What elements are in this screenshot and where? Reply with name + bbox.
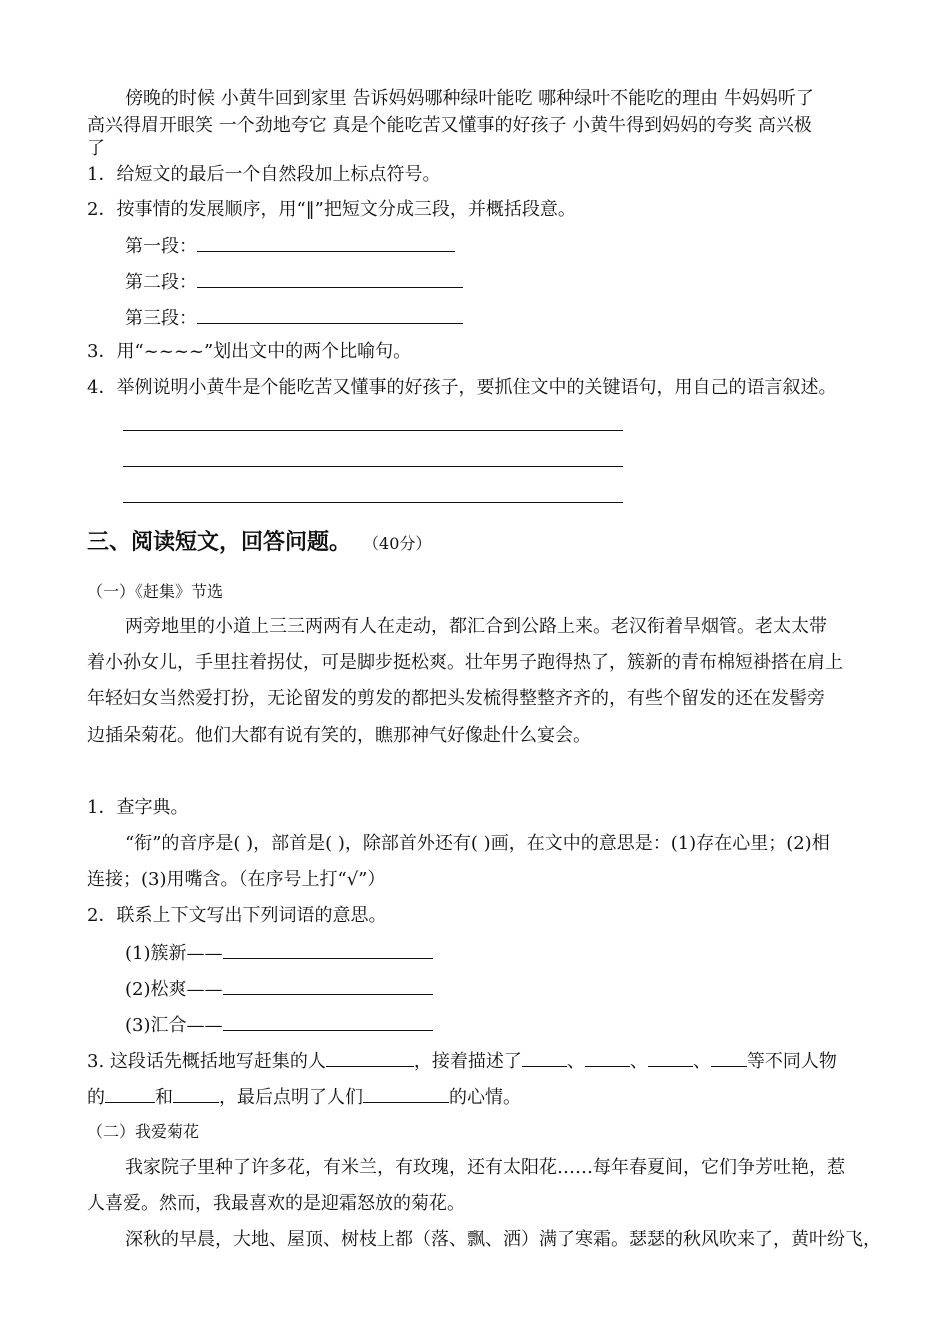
passage-1-question-2: 2．联系上下文写出下列词语的意思。: [87, 905, 387, 926]
q3-blank-7[interactable]: [173, 1085, 219, 1103]
story-final-paragraph-line-1: 傍晚的时候 小黄牛回到家里 告诉妈妈哪种绿叶能吃 哪种绿叶不能吃的理由 牛妈妈听了: [125, 88, 814, 109]
q3-sep-1: 、: [566, 1051, 585, 1072]
segment-3-label: 第三段：: [125, 308, 197, 329]
word-meaning-blank-3[interactable]: [223, 1013, 433, 1031]
answer-line-3[interactable]: [123, 502, 623, 503]
section-3-title: 三、阅读短文，回答问题。: [87, 530, 352, 555]
q3-text-c: 等不同人物: [746, 1051, 837, 1072]
q3-blank-6[interactable]: [105, 1085, 155, 1103]
segment-3-blank[interactable]: [197, 306, 463, 324]
segment-2-blank[interactable]: [197, 270, 463, 288]
q3-text-e: 和: [155, 1087, 173, 1108]
q3-sep-3: 、: [692, 1051, 711, 1072]
passage-1-question-3-line-2: [87, 1085, 521, 1109]
passage-1-line-4: 边插朵菊花。他们大都有说有笑的，瞧那神气好像赴什么宴会。: [87, 725, 591, 746]
word-meaning-row-1: [125, 941, 433, 965]
passage-2-heading: （二）我爱菊花: [87, 1122, 200, 1141]
passage-1-question-3-line-1: [87, 1049, 837, 1073]
word-meaning-row-3: [125, 1013, 433, 1037]
passage-2-line-2: 人喜爱。然而，我最喜欢的是迎霜怒放的菊花。: [87, 1193, 465, 1214]
passage-1-heading: （一）《赶集》节选: [87, 582, 224, 601]
word-meaning-label-1: (1)簇新——: [125, 943, 223, 964]
word-meaning-label-3: (3)汇合——: [125, 1015, 223, 1036]
q3-blank-5[interactable]: [711, 1049, 747, 1067]
question-3: 3．用“~~~~”划出文中的两个比喻句。: [87, 341, 412, 362]
section-3-points: （40分）: [371, 534, 432, 553]
q3-text-g: 的心情。: [449, 1087, 521, 1108]
question-4: 4．举例说明小黄牛是个能吃苦又懂事的好孩子，要抓住文中的关键语句，用自己的语言叙述。: [87, 377, 837, 398]
q3-sep-2: 、: [629, 1051, 648, 1072]
segment-2-row: [125, 270, 463, 294]
question-1: 1．给短文的最后一个自然段加上标点符号。: [87, 164, 441, 185]
story-final-paragraph-line-3: 了: [87, 138, 105, 159]
q3-blank-1[interactable]: [326, 1049, 414, 1067]
q3-blank-8[interactable]: [363, 1085, 449, 1103]
q3-blank-4[interactable]: [648, 1049, 693, 1067]
segment-1-label: 第一段：: [125, 236, 197, 257]
passage-1-line-3: 年轻妇女当然爱打扮，无论留发的剪发的都把头发梳得整整齐齐的，有些个留发的还在发髻旁: [87, 688, 825, 709]
segment-3-row: [125, 306, 463, 330]
word-meaning-label-2: (2)松爽——: [125, 979, 223, 1000]
q3-blank-3[interactable]: [585, 1049, 630, 1067]
q3-text-f: ，最后点明了人们: [219, 1087, 363, 1108]
dictionary-question-line-1: “衔”的音序是( )，部首是( )，除部首外还有( )画，在文中的意思是：(1)存在心里；(2)相: [125, 833, 830, 854]
word-meaning-blank-1[interactable]: [223, 941, 433, 959]
passage-2-line-3: 深秋的早晨，大地、屋顶、树枝上都（落、飘、洒）满了寒霜。瑟瑟的秋风吹来了，黄叶纷飞，: [125, 1229, 881, 1250]
dictionary-question-line-2: 连接；(3)用嘴含。（在序号上打“√”）: [87, 869, 386, 890]
q3-blank-2[interactable]: [522, 1049, 567, 1067]
passage-1-question-1: 1．查字典。: [87, 797, 189, 818]
segment-1-row: [125, 234, 455, 258]
section-3-heading: [87, 529, 431, 558]
passage-1-line-2: 着小孙女儿，手里拄着拐仗，可是脚步挺松爽。壮年男子跑得热了，簇新的青布棉短褂搭在肩上: [87, 652, 843, 673]
passage-1-line-1: 两旁地里的小道上三三两两有人在走动，都汇合到公路上来。老汉衔着旱烟管。老太太带: [125, 616, 827, 637]
segment-2-label: 第二段：: [125, 272, 197, 293]
question-2: 2．按事情的发展顺序，用“‖”把短文分成三段，并概括段意。: [87, 199, 576, 220]
q3-text-b: ，接着描述了: [413, 1051, 522, 1072]
story-final-paragraph-line-2: 高兴得眉开眼笑 一个劲地夸它 真是个能吃苦又懂事的好孩子 小黄牛得到妈妈的夸奖 高兴极: [87, 115, 812, 136]
passage-2-line-1: 我家院子里种了许多花，有米兰，有玫瑰，还有太阳花……每年春夏间，它们争芳吐艳，惹: [125, 1157, 845, 1178]
word-meaning-row-2: [125, 977, 433, 1001]
q3-text-d: 的: [87, 1087, 105, 1108]
answer-line-1[interactable]: [123, 430, 623, 431]
answer-line-2[interactable]: [123, 466, 623, 467]
q3-text-a: 3. 这段话先概括地写赶集的人: [87, 1051, 326, 1072]
segment-1-blank[interactable]: [197, 234, 455, 252]
word-meaning-blank-2[interactable]: [223, 977, 433, 995]
